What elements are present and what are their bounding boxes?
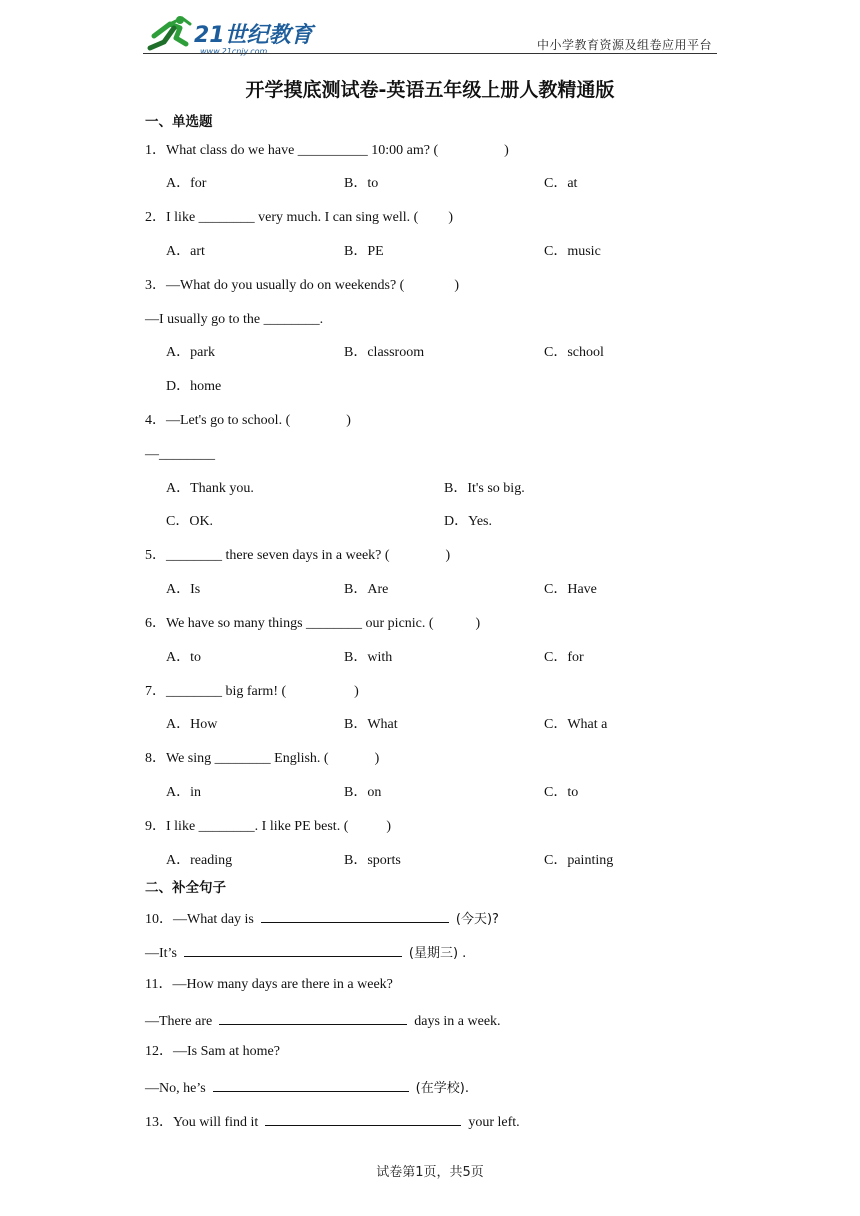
question-2-option-c[interactable]: C．music bbox=[544, 244, 601, 259]
page-title: 开学摸底测试卷-英语五年级上册人教精通版 bbox=[245, 79, 615, 101]
question-9-stem: 9．I like ________. I like PE best. ( ) bbox=[145, 819, 392, 834]
section-heading-complete-sentences: 二、补全句子 bbox=[145, 880, 226, 896]
question-1-stem: 1．What class do we have __________ 10:00 am? ( ) bbox=[145, 143, 509, 158]
question-1-option-b[interactable]: B．to bbox=[344, 176, 379, 191]
question-3-option-b[interactable]: B．classroom bbox=[344, 345, 425, 360]
question-8-option-a[interactable]: A．in bbox=[166, 785, 201, 800]
question-5-option-c[interactable]: C．Have bbox=[544, 582, 597, 597]
section-heading-single-choice: 一、单选题 bbox=[145, 114, 213, 130]
question-4-option-b[interactable]: B．It's so big. bbox=[444, 481, 525, 496]
question-7-option-b[interactable]: B．What bbox=[344, 717, 398, 732]
page-footer: 试卷第1页，共5页 bbox=[376, 1165, 484, 1180]
question-8-option-b[interactable]: B．on bbox=[344, 785, 382, 800]
question-3-option-c[interactable]: C．school bbox=[544, 345, 604, 360]
question-1-option-a[interactable]: A．for bbox=[166, 176, 207, 191]
question-3-option-d[interactable]: D．home bbox=[166, 379, 222, 394]
question-4-option-c[interactable]: C．OK. bbox=[166, 514, 214, 529]
question-6-option-b[interactable]: B．with bbox=[344, 650, 393, 665]
question-8-option-c[interactable]: C．to bbox=[544, 785, 579, 800]
question-6-option-a[interactable]: A．to bbox=[166, 650, 201, 665]
answer-blank[interactable] bbox=[265, 1112, 461, 1126]
answer-blank[interactable] bbox=[213, 1078, 409, 1092]
question-9-option-b[interactable]: B．sports bbox=[344, 853, 401, 868]
question-7-option-c[interactable]: C．What a bbox=[544, 717, 608, 732]
question-12-line-2: —No, he’s (在学校). bbox=[145, 1078, 469, 1097]
question-3-option-a[interactable]: A．park bbox=[166, 345, 215, 360]
question-4-option-a[interactable]: A．Thank you. bbox=[166, 481, 254, 496]
question-13: 13．You will find it your left. bbox=[145, 1112, 520, 1131]
question-7-stem: 7．________ big farm! ( ) bbox=[145, 684, 359, 699]
question-11-line-1: 11．—How many days are there in a week? bbox=[145, 977, 393, 992]
question-10-line-2: —It’s (星期三) . bbox=[145, 943, 466, 962]
question-2-option-b[interactable]: B．PE bbox=[344, 244, 384, 259]
svg-text:www.21cnjy.com: www.21cnjy.com bbox=[200, 47, 268, 56]
runner-icon bbox=[150, 16, 190, 48]
question-6-stem: 6．We have so many things ________ our picnic. ( ) bbox=[145, 616, 481, 631]
question-2-stem: 2．I like ________ very much. I can sing well. ( ) bbox=[145, 210, 453, 225]
question-10-line-1: 10．—What day is (今天)? bbox=[145, 909, 499, 928]
logo bbox=[146, 14, 316, 58]
question-2-option-a[interactable]: A．art bbox=[166, 244, 205, 259]
question-3-stem: 3．—What do you usually do on weekends? ( ) bbox=[145, 278, 460, 293]
answer-blank[interactable] bbox=[261, 909, 449, 923]
question-9-option-a[interactable]: A．reading bbox=[166, 853, 233, 868]
question-1-option-c[interactable]: C．at bbox=[544, 176, 578, 191]
question-8-stem: 8．We sing ________ English. ( ) bbox=[145, 751, 380, 766]
question-5-stem: 5．________ there seven days in a week? ( ) bbox=[145, 548, 451, 563]
question-5-option-b[interactable]: B．Are bbox=[344, 582, 389, 597]
platform-tagline: 中小学教育资源及组卷应用平台 bbox=[536, 38, 712, 52]
svg-text:21世纪教育: 21世纪教育 bbox=[194, 23, 313, 48]
question-5-option-a[interactable]: A．Is bbox=[166, 582, 201, 597]
question-4-option-d[interactable]: D．Yes. bbox=[444, 514, 492, 529]
answer-blank[interactable] bbox=[184, 943, 402, 957]
question-4-reply: —________ bbox=[145, 447, 215, 462]
question-6-option-c[interactable]: C．for bbox=[544, 650, 584, 665]
question-12-line-1: 12．—Is Sam at home? bbox=[145, 1044, 280, 1059]
question-3-reply: —I usually go to the ________. bbox=[145, 312, 324, 327]
question-9-option-c[interactable]: C．painting bbox=[544, 853, 614, 868]
question-4-stem: 4．—Let's go to school. ( ) bbox=[145, 413, 351, 428]
question-11-line-2: —There are days in a week. bbox=[145, 1011, 501, 1030]
header-divider bbox=[143, 53, 717, 54]
answer-blank[interactable] bbox=[219, 1011, 407, 1025]
question-7-option-a[interactable]: A．How bbox=[166, 717, 218, 732]
